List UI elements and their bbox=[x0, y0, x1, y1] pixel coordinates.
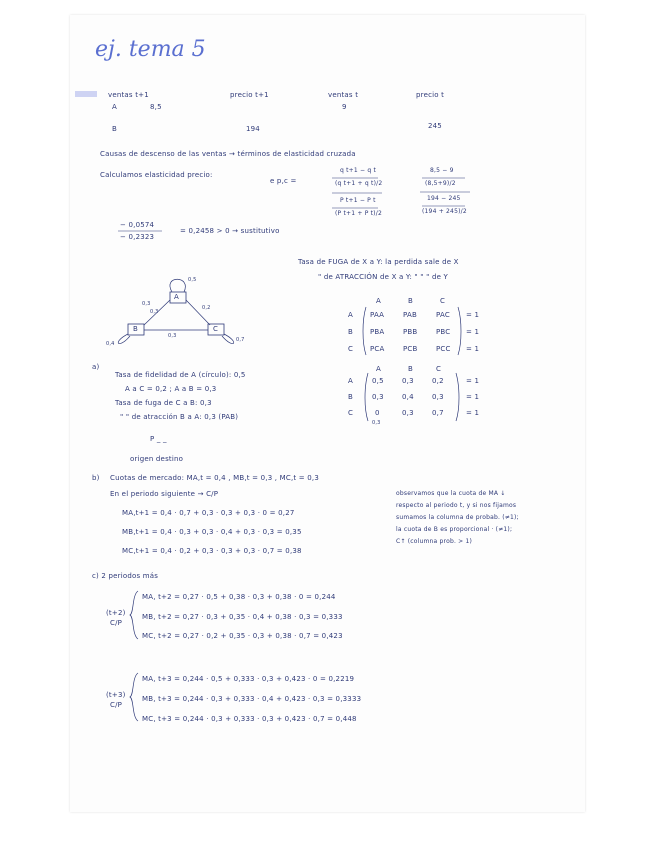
m2-row-b: B bbox=[348, 393, 354, 401]
m1-row-c: C bbox=[348, 345, 354, 353]
edge-label: 0,4 bbox=[106, 341, 115, 347]
m1-col-c: C bbox=[440, 297, 446, 305]
m2-col-b: B bbox=[408, 365, 414, 373]
m2-note: 0,3 bbox=[372, 420, 381, 426]
m1-cell: PAA bbox=[370, 311, 385, 319]
m2-col-c: C bbox=[436, 365, 442, 373]
obs-line5: C↑ (columna prob. > 1) bbox=[396, 538, 473, 545]
calculamos-line: Calculamos elasticidad precio: bbox=[100, 171, 213, 179]
d-line3: MC, t+3 = 0,244 · 0,3 + 0,333 · 0,3 + 0,423 · 0,7 = 0,448 bbox=[142, 715, 357, 723]
part-b-label: b) bbox=[92, 474, 100, 482]
formula2-num2: 194 − 245 bbox=[427, 195, 461, 202]
part-b-line4: MB,t+1 = 0,4 · 0,3 + 0,3 · 0,4 + 0,3 · 0,3 = 0,35 bbox=[122, 528, 302, 536]
part-a-line2: A a C = 0,2 ; A a B = 0,3 bbox=[125, 385, 217, 393]
result-num: − 0,0574 bbox=[120, 221, 155, 229]
m1-cell: PAB bbox=[403, 311, 417, 319]
m1-col-b: B bbox=[408, 297, 414, 305]
causas-line: Causas de descenso de las ventas → términos de elasticidad cruzada bbox=[100, 150, 356, 158]
edge-label: 0,5 bbox=[188, 277, 197, 283]
formula-den2: (P t+1 + P t)/2 bbox=[335, 210, 382, 217]
m2-row-a: A bbox=[348, 377, 353, 385]
formula2-num1: 8,5 − 9 bbox=[430, 167, 454, 174]
m1-row-a: A bbox=[348, 311, 353, 319]
m2-cell: 0,3 bbox=[402, 377, 414, 385]
formula2-den2: (194 + 245)/2 bbox=[422, 208, 467, 215]
d-side-label: (t+3) bbox=[106, 691, 126, 699]
m2-cell: 0 bbox=[375, 409, 380, 417]
part-a-line4: " " de atracción B a A: 0,3 (PAB) bbox=[120, 413, 239, 421]
c-side-label2: C/P bbox=[110, 619, 123, 627]
formula-label: e p,c = bbox=[270, 177, 297, 185]
part-a-line6: origen destino bbox=[130, 455, 184, 463]
m2-col-a: A bbox=[376, 365, 381, 373]
row-a-label: A bbox=[112, 103, 117, 111]
node-b: B bbox=[133, 325, 139, 333]
m2-cell: 0,3 bbox=[372, 393, 384, 401]
m1-sum: = 1 bbox=[466, 328, 480, 336]
m2-cell: 0,5 bbox=[372, 377, 384, 385]
c-line3: MC, t+2 = 0,27 · 0,2 + 0,35 · 0,3 + 0,38 · 0,7 = 0,423 bbox=[142, 632, 343, 640]
obs-line4: la cuota de B es proporcional · (≠1); bbox=[396, 526, 513, 533]
m2-cell: 0,2 bbox=[432, 377, 444, 385]
edge-label: 0,2 bbox=[202, 305, 211, 311]
m2-cell: 0,3 bbox=[402, 409, 414, 417]
m1-col-a: A bbox=[376, 297, 381, 305]
part-a-line5: P _ _ bbox=[150, 435, 167, 443]
m2-sum: = 1 bbox=[466, 393, 480, 401]
formula-den1: (q t+1 + q t)/2 bbox=[335, 180, 383, 187]
tasa-atraccion: " de ATRACCIÓN de X a Y: " " " de Y bbox=[318, 273, 449, 281]
formula-num2: P t+1 − P t bbox=[340, 197, 376, 204]
m2-sum: = 1 bbox=[466, 377, 480, 385]
formula-num1: q t+1 − q t bbox=[340, 167, 377, 174]
m1-sum: = 1 bbox=[466, 311, 480, 319]
part-c-label: c) 2 periodos más bbox=[92, 572, 159, 580]
result-den: − 0,2323 bbox=[120, 233, 155, 241]
m1-row-b: B bbox=[348, 328, 354, 336]
m2-cell: 0,7 bbox=[432, 409, 444, 417]
m1-cell: PAC bbox=[436, 311, 450, 319]
m1-cell: PBB bbox=[403, 328, 418, 336]
header-precio-t: precio t bbox=[416, 91, 445, 99]
edge-label: 0,3 bbox=[150, 309, 159, 315]
part-b-line5: MC,t+1 = 0,4 · 0,2 + 0,3 · 0,3 + 0,3 · 0,7 = 0,38 bbox=[122, 547, 302, 555]
obs-line2: respecto al periodo t, y si nos fijamos bbox=[396, 502, 517, 509]
page-title: ej. tema 5 bbox=[95, 37, 206, 62]
edge-label: 0,3 bbox=[142, 301, 151, 307]
m2-sum: = 1 bbox=[466, 409, 480, 417]
row-b-label: B bbox=[112, 125, 118, 133]
edge-label: 0,3 bbox=[168, 333, 177, 339]
header-ventas-t: ventas t bbox=[328, 91, 359, 99]
formula2-den1: (8,5+9)/2 bbox=[425, 180, 456, 187]
part-a-line1: Tasa de fidelidad de A (círculo): 0,5 bbox=[115, 371, 246, 379]
part-b-line2: En el periodo siguiente → C/P bbox=[110, 490, 219, 498]
result-line: = 0,2458 > 0 → sustitutivo bbox=[180, 227, 280, 235]
notebook-page bbox=[70, 15, 585, 812]
m1-cell: PCC bbox=[436, 345, 451, 353]
m2-cell: 0,3 bbox=[432, 393, 444, 401]
part-a-label: a) bbox=[92, 363, 100, 371]
c-line1: MA, t+2 = 0,27 · 0,5 + 0,38 · 0,3 + 0,38 · 0 = 0,244 bbox=[142, 593, 336, 601]
d-line2: MB, t+3 = 0,244 · 0,3 + 0,333 · 0,4 + 0,423 · 0,3 = 0,3333 bbox=[142, 695, 362, 703]
edge-label: 0,7 bbox=[236, 337, 245, 343]
m1-cell: PCB bbox=[403, 345, 418, 353]
row-a-ventas-t: 9 bbox=[342, 103, 347, 111]
part-a-line3: Tasa de fuga de C a B: 0,3 bbox=[115, 399, 212, 407]
header-precio-t1: precio t+1 bbox=[230, 91, 269, 99]
highlighter-mark bbox=[75, 91, 97, 97]
obs-line3: sumamos la columna de probab. (≠1); bbox=[396, 514, 519, 521]
part-b-line3: MA,t+1 = 0,4 · 0,7 + 0,3 · 0,3 + 0,3 · 0 = 0,27 bbox=[122, 509, 295, 517]
c-line2: MB, t+2 = 0,27 · 0,3 + 0,35 · 0,4 + 0,38 · 0,3 = 0,333 bbox=[142, 613, 343, 621]
node-c: C bbox=[213, 325, 219, 333]
m1-sum: = 1 bbox=[466, 345, 480, 353]
d-side-label2: C/P bbox=[110, 701, 123, 709]
node-a: A bbox=[174, 293, 179, 301]
m1-cell: PCA bbox=[370, 345, 385, 353]
row-b-precio-t: 245 bbox=[428, 122, 442, 130]
m2-cell: 0,4 bbox=[402, 393, 414, 401]
c-side-label: (t+2) bbox=[106, 609, 126, 617]
obs-line1: observamos que la cuota de MA ↓ bbox=[396, 490, 506, 497]
d-line1: MA, t+3 = 0,244 · 0,5 + 0,333 · 0,3 + 0,423 · 0 = 0,2219 bbox=[142, 675, 355, 683]
m1-cell: PBC bbox=[436, 328, 451, 336]
part-b-line1: Cuotas de mercado: MA,t = 0,4 , MB,t = 0,3 , MC,t = 0,3 bbox=[110, 474, 319, 482]
tasa-fuga: Tasa de FUGA de X a Y: la perdida sale de X bbox=[298, 258, 459, 266]
header-ventas-t1: ventas t+1 bbox=[108, 91, 149, 99]
m1-cell: PBA bbox=[370, 328, 385, 336]
row-a-ventas-t1: 8,5 bbox=[150, 103, 162, 111]
m2-row-c: C bbox=[348, 409, 354, 417]
row-b-precio-t1: 194 bbox=[246, 125, 260, 133]
